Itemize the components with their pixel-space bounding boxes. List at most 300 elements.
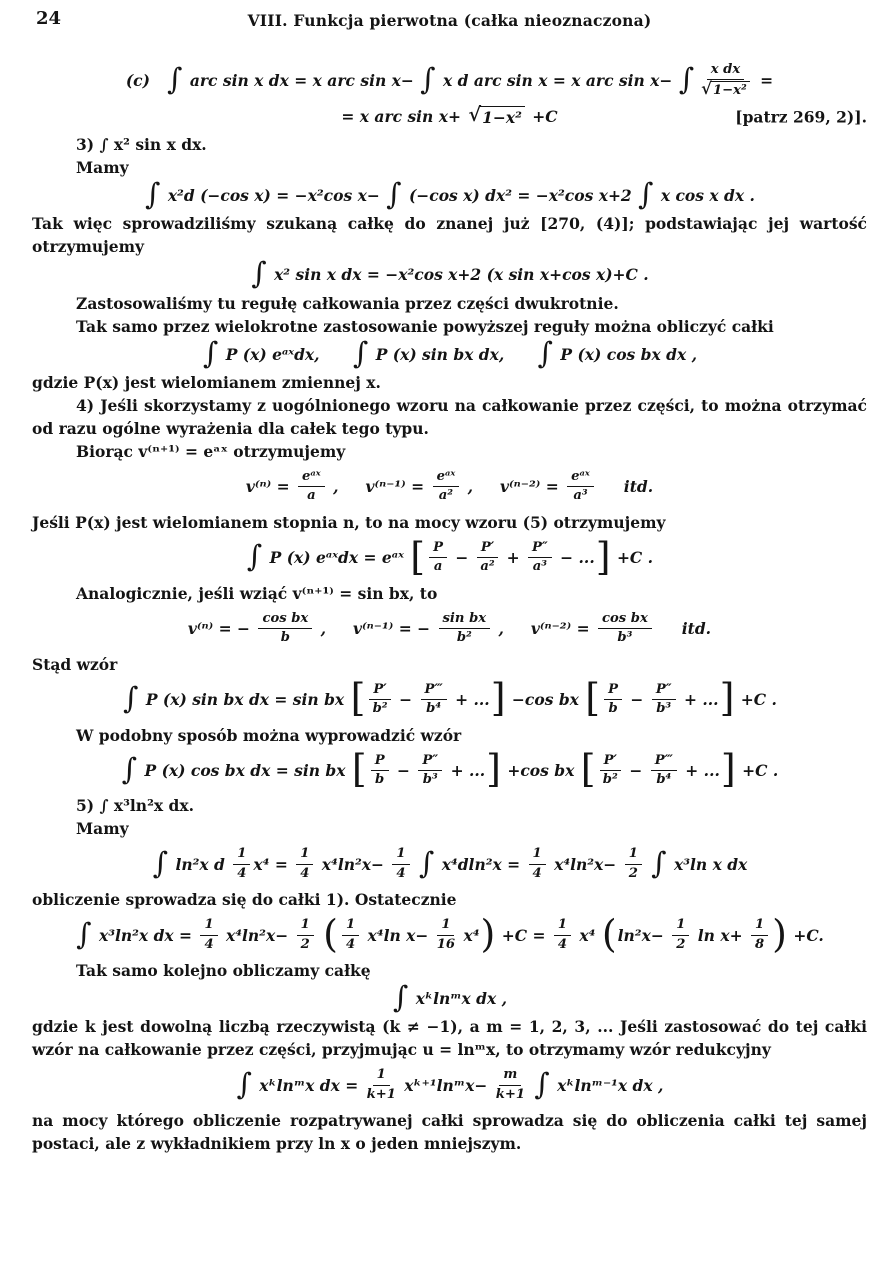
integral-sign: ∫ (167, 62, 183, 97)
fraction (528, 540, 552, 576)
math-text: b (375, 771, 385, 787)
radicand (711, 81, 750, 99)
math-text: 2 (676, 936, 686, 952)
math-text: eᵃˣ (571, 468, 590, 484)
denominator (434, 558, 443, 575)
math-text: a³ (573, 488, 588, 504)
integral-sign: ∫ (76, 916, 92, 951)
math-text: − (625, 689, 649, 709)
math-text: b (280, 630, 290, 646)
math-text: P″ (531, 539, 548, 555)
fraction (598, 611, 652, 647)
numerator (499, 1067, 521, 1085)
math-text: +C (526, 106, 558, 126)
para-jesli-px: Jeśli P(x) jest wielomianem stopnia n, to na mocy wzoru (5) otrzymujemy (32, 512, 666, 532)
math-text: 1 (557, 917, 567, 933)
fraction (296, 846, 313, 882)
denominator (373, 700, 388, 717)
eq-reduction (32, 1067, 867, 1103)
math-text: 1 (300, 917, 310, 933)
math-text: a³ (532, 559, 547, 575)
eq-arcsin (32, 62, 867, 100)
math-text: 1 (441, 917, 451, 933)
eq-px-sin (32, 676, 867, 721)
math-text: +C . (611, 548, 654, 568)
para-biorac: Biorąc v⁽ⁿ⁺¹⁾ = eᵃˣ otrzymujemy (76, 441, 346, 461)
math-text: 4 (557, 936, 567, 952)
denominator (496, 1086, 525, 1103)
math-text: x⁴dln²x = (436, 854, 526, 874)
para-gdzie-k: gdzie k jest dowolną liczbą rzeczywistą (k ≠ −1), a m = 1, 2, 3, ... Jeśli zastosować do tej całki wzór na całkowanie przez części, przyjmując u = lnᵐx, to otrzymamy wzór redukcyjny (32, 1017, 867, 1060)
denominator (533, 558, 547, 575)
bracket: ( (323, 912, 338, 957)
bracket: [ (585, 676, 601, 721)
math-text: cos bx (262, 610, 309, 626)
bracket: [ (351, 747, 367, 792)
para-obliczenie: obliczenie sprowadza się do całki 1). Ostatecznie (32, 890, 457, 910)
fraction (200, 917, 217, 953)
math-text: − (450, 548, 474, 568)
page-header (32, 8, 867, 38)
integral-sign: ∫ (386, 177, 402, 212)
math-text: 16 (436, 936, 456, 952)
math-text (528, 1076, 533, 1095)
para-tak-samo-przez: Tak samo przez wielokrotne zastosowanie powyższej reguły można obliczyć całki (76, 316, 774, 336)
math-text: P (x) sin bx dx = sin bx (140, 689, 350, 709)
math-text: m (503, 1067, 518, 1083)
math-text: b⁴ (656, 771, 672, 787)
math-text: 2 (300, 936, 310, 952)
math-text: 1 (237, 846, 247, 862)
math-text: k+1 (495, 1086, 525, 1102)
integral-sign: ∫ (246, 539, 263, 574)
math-text: cos bx (601, 610, 648, 626)
math-text: ln²x d (170, 854, 231, 874)
math-text: 8 (754, 936, 765, 952)
para-na-mocy: na mocy którego obliczenie rozpatrywanej całki sprowadza się do obliczenia całki tej samej postaci, ale z wykładnikiem przy ln x o jeden mniejszym. (32, 1111, 867, 1154)
math-text: − (393, 689, 418, 709)
bracket: ( (601, 912, 617, 957)
math-text: P′ (373, 681, 387, 697)
math-text: P (x) cos bx dx = sin bx (139, 760, 351, 780)
fraction (367, 1067, 396, 1103)
math-text: 1 (532, 846, 542, 862)
math-text: 1 (628, 846, 638, 862)
denominator (656, 700, 671, 717)
numerator (625, 846, 642, 864)
eq-three-integrals (32, 335, 867, 370)
page-body (32, 62, 867, 1155)
eq-x2-dcos (32, 177, 867, 212)
math-text (645, 855, 650, 874)
fraction (600, 753, 621, 789)
bracket: ] (595, 534, 611, 579)
math-text: a (433, 559, 443, 575)
fraction (369, 682, 390, 718)
radicand (480, 106, 525, 127)
denominator (617, 629, 632, 646)
para-w-podobny: W podobny sposób można wyprowadzić wzór (76, 725, 462, 745)
math-text: 2 (628, 865, 638, 881)
integral-sign: ∫ (202, 335, 219, 370)
fraction (298, 469, 325, 505)
math-text: x⁴ln²x− (220, 925, 294, 945)
denominator (281, 629, 290, 646)
math-text: P‴ (654, 752, 673, 768)
numerator (421, 682, 447, 700)
denominator (699, 80, 752, 99)
para-gdzie-px: gdzie P(x) jest wielomianem zmiennej x. (32, 372, 381, 392)
math-text: P (x) cos bx dx , (555, 344, 698, 364)
mamy-2: Mamy (76, 819, 129, 839)
numerator (529, 846, 546, 864)
integral-sign: ∫ (392, 980, 409, 1015)
math-text: b² (456, 630, 472, 646)
math-text: − (391, 760, 416, 780)
fraction (429, 540, 447, 576)
math-text: x⁴ln x− (362, 925, 434, 945)
eq-v-derivatives-trig (32, 611, 867, 647)
math-text: 4 (204, 936, 214, 952)
math-text: (−cos x) dx² = −x²cos x+2 (403, 186, 638, 206)
numerator (200, 917, 217, 935)
numerator (604, 682, 622, 700)
denominator (396, 865, 405, 882)
math-text: = x arc sin x+ (341, 106, 467, 126)
math-text: , v⁽ⁿ⁻¹⁾ = (327, 477, 430, 497)
eq-v-derivatives-exp (32, 469, 867, 505)
math-text: 1 (376, 1067, 386, 1083)
math-text: + ... (445, 760, 486, 780)
bracket: ] (486, 747, 501, 792)
numerator (433, 469, 460, 487)
numerator (652, 682, 676, 700)
fraction (529, 846, 546, 882)
numerator (707, 62, 744, 80)
margin-note: [patrz 269, 2)]. (735, 106, 867, 126)
fraction (418, 753, 442, 789)
numerator (439, 611, 491, 629)
fraction (604, 682, 622, 718)
math-text: 1 (300, 846, 310, 862)
denominator (367, 1086, 396, 1103)
math-text: a² (438, 488, 454, 504)
fraction (699, 62, 752, 100)
math-text: ln²x− (617, 925, 670, 945)
denominator (608, 700, 617, 717)
math-text: v⁽ⁿ⁾ = − (187, 618, 256, 638)
integral-sign: ∫ (121, 751, 138, 786)
denominator (573, 487, 587, 504)
eq-ln2-parts (32, 846, 867, 882)
square-root (701, 81, 750, 99)
numerator (554, 917, 571, 935)
math-text: P′ (480, 539, 495, 555)
math-text: − ... (554, 548, 595, 568)
bracket: ) (480, 912, 496, 957)
fraction (651, 753, 677, 789)
integral-sign: ∫ (145, 177, 161, 212)
fraction (751, 917, 768, 953)
math-text: b⁴ (426, 701, 442, 717)
math-text: , v⁽ⁿ⁻²⁾ = (462, 477, 565, 497)
math-text: a (307, 488, 316, 504)
mamy-1: Mamy (76, 158, 129, 178)
eq-x2-sin-result (32, 256, 867, 291)
math-text: P″ (422, 752, 439, 768)
numerator (342, 917, 359, 935)
math-text: a² (480, 559, 495, 575)
math-text: 4 (345, 936, 356, 952)
math-text: k+1 (366, 1086, 396, 1102)
integral-sign: ∫ (236, 1066, 252, 1101)
integral-sign: ∫ (251, 256, 267, 291)
numerator (600, 753, 621, 771)
para-stad-wzor: Stąd wzór (32, 654, 118, 674)
fraction (652, 682, 676, 718)
denominator (300, 865, 309, 882)
numerator (369, 682, 390, 700)
math-text: − (623, 760, 648, 780)
math-text: arc sin x dx = x arc sin x− (184, 71, 420, 91)
numerator (477, 540, 498, 558)
fraction (421, 682, 447, 718)
denominator (558, 936, 567, 953)
math-text: P (433, 539, 444, 555)
math-text: + ... (678, 689, 719, 709)
math-text: sin bx (442, 610, 487, 626)
numerator (672, 917, 689, 935)
math-text: x dx (710, 62, 741, 77)
integral-sign: ∫ (352, 335, 369, 370)
denominator (375, 771, 384, 788)
para-tak-wiec: Tak więc sprowadziliśmy szukaną całkę do znanej już [270, (4)]; podstawiając jej wartość otrzymujemy (32, 214, 867, 257)
para-analogicznie: Analogicznie, jeśli wziąć v⁽ⁿ⁺¹⁾ = sin bx, to (76, 583, 438, 603)
eq-px-eax (32, 534, 867, 579)
math-text: itd. (596, 477, 654, 497)
fraction (342, 917, 359, 953)
math-text: b³ (422, 771, 438, 787)
item-4-para: 4) Jeśli skorzystamy z uogólnionego wzoru na całkowanie przez części, to można otrzymać od razu ogólne wyrażenia dla całek tego typu. (32, 395, 867, 438)
numerator (751, 917, 768, 935)
denominator (656, 771, 671, 788)
math-text: x³ln x dx (668, 854, 748, 874)
denominator (629, 865, 638, 882)
numerator (258, 611, 312, 629)
bracket: [ (580, 747, 596, 792)
denominator (426, 700, 441, 717)
fraction (392, 846, 409, 882)
integral-sign: ∫ (651, 845, 667, 880)
math-text: x⁴ = (253, 854, 294, 874)
bracket: [ (410, 534, 426, 579)
math-text: 1 (754, 917, 765, 933)
math-text: eᵃˣ (436, 468, 456, 484)
eq-px-cos (32, 747, 867, 792)
math-text: 4 (396, 865, 406, 881)
numerator (392, 846, 409, 864)
fraction (439, 611, 491, 647)
math-text: 1−x² (482, 107, 522, 127)
math-text: xᵏ⁺¹lnᵐx− (398, 1075, 493, 1095)
math-text: itd. (654, 618, 712, 638)
denominator (437, 936, 455, 953)
math-text: P (x) sin bx dx, (370, 344, 537, 364)
numerator (233, 846, 250, 864)
math-text: + ... (449, 689, 490, 709)
denominator (204, 936, 213, 953)
math-text: x⁴ln²x− (548, 854, 622, 874)
math-text: 1 (345, 917, 356, 933)
math-text (413, 855, 418, 874)
math-text: −cos bx (506, 689, 585, 709)
denominator (423, 771, 438, 788)
numerator (567, 469, 594, 487)
denominator (603, 771, 618, 788)
item-5-heading: 5) ∫ x³ln²x dx. (76, 796, 194, 816)
math-text: 4 (532, 865, 542, 881)
math-text: xᵏlnᵐx dx = (253, 1075, 364, 1095)
denominator (237, 865, 246, 882)
math-text: 1 (676, 917, 686, 933)
denominator (346, 936, 355, 953)
math-text: x⁴ (573, 925, 601, 945)
math-text: b² (372, 701, 388, 717)
fraction (477, 540, 498, 576)
square-root (468, 102, 525, 127)
numerator (598, 611, 652, 629)
fraction (554, 917, 571, 953)
numerator (651, 753, 677, 771)
para-tak-samo-kolejno: Tak samo kolejno obliczamy całkę (76, 961, 371, 981)
math-text: +C . (735, 689, 777, 709)
fraction (437, 917, 455, 953)
math-text: eᵃˣ (302, 468, 321, 484)
math-text: x⁴ (458, 925, 480, 945)
numerator (528, 540, 552, 558)
denominator (301, 936, 310, 953)
math-text: (c) (125, 71, 167, 91)
math-text: 4 (237, 865, 247, 881)
chapter-title: VIII. Funkcja pierwotna (całka nieoznaczona) (247, 11, 652, 30)
math-text: xᵏlnᵐx dx , (410, 989, 508, 1009)
math-text: P′ (603, 752, 617, 768)
fraction (258, 611, 312, 647)
radical-sign: √ (468, 102, 482, 126)
math-text: +C = (496, 925, 551, 945)
math-text: 4 (300, 865, 310, 881)
math-text: b² (602, 771, 618, 787)
math-text: P (x) eᵃˣdx = eᵃˣ (264, 548, 410, 568)
bracket: [ (350, 676, 366, 721)
integral-sign: ∫ (418, 845, 435, 880)
page-number: 24 (36, 8, 62, 29)
denominator (480, 558, 494, 575)
denominator (457, 629, 472, 646)
numerator (297, 917, 314, 935)
math-text: P‴ (424, 681, 443, 697)
math-text: + (501, 548, 525, 568)
fraction (496, 1067, 525, 1103)
numerator (296, 846, 313, 864)
math-text: ln x+ (692, 925, 748, 945)
fraction (433, 469, 460, 505)
math-text: + ... (679, 760, 720, 780)
radical-sign: √ (701, 79, 712, 99)
integral-sign: ∫ (537, 335, 554, 370)
math-text: 1 (204, 917, 214, 933)
math-text: v⁽ⁿ⁾ = (245, 477, 296, 497)
integral-sign: ∫ (678, 62, 695, 97)
fraction (371, 753, 389, 789)
eq-arcsin-line2 (32, 102, 867, 127)
integral-sign: ∫ (123, 680, 139, 715)
math-text: , v⁽ⁿ⁻¹⁾ = − (315, 618, 436, 638)
bracket: ] (720, 747, 736, 792)
math-text: 1−x² (712, 83, 747, 99)
denominator (755, 936, 764, 953)
math-text: +cos bx (501, 760, 580, 780)
integral-sign: ∫ (638, 177, 654, 212)
math-text: , v⁽ⁿ⁻²⁾ = (493, 618, 595, 638)
fraction (625, 846, 642, 882)
math-text: b³ (656, 701, 672, 717)
denominator (676, 936, 685, 953)
numerator (298, 469, 325, 487)
numerator (418, 753, 442, 771)
item-3-heading: 3) ∫ x² sin x dx. (76, 135, 207, 155)
bracket: ] (490, 676, 506, 721)
bracket: ) (772, 912, 787, 957)
math-text: P (x) eᵃˣdx, (220, 344, 352, 364)
integral-sign: ∫ (420, 62, 436, 97)
integral-sign: ∫ (534, 1066, 550, 1101)
fraction (567, 469, 594, 505)
denominator (439, 487, 453, 504)
math-text: x² sin x dx = −x²cos x+2 (x sin x+cos x)+C . (268, 265, 649, 285)
math-text: b (608, 701, 618, 717)
math-text: b³ (617, 630, 633, 646)
math-text: P″ (655, 681, 672, 697)
eq-xk-lnm (32, 980, 867, 1015)
numerator (371, 753, 389, 771)
math-text: = (754, 71, 774, 91)
numerator (373, 1067, 390, 1085)
fraction (672, 917, 689, 953)
math-text: +C . (736, 760, 779, 780)
math-text: x d arc sin x = x arc sin x− (437, 71, 678, 91)
math-text: P (608, 681, 619, 697)
math-text (317, 926, 322, 945)
denominator (307, 487, 316, 504)
math-text: xᵏlnᵐ⁻¹x dx , (551, 1075, 664, 1095)
fraction (233, 846, 250, 882)
math-text: x³ln²x dx = (93, 925, 198, 945)
math-text: 1 (396, 846, 406, 862)
denominator (533, 865, 542, 882)
integral-sign: ∫ (152, 845, 169, 880)
fraction (297, 917, 314, 953)
math-text: +C. (787, 925, 824, 945)
eq-x3ln2-result (32, 912, 867, 957)
math-text: P (374, 752, 385, 768)
math-text: x²d (−cos x) = −x²cos x− (162, 186, 386, 206)
para-zastosowalismy: Zastosowaliśmy tu regułę całkowania przez części dwukrotnie. (76, 293, 619, 313)
numerator (437, 917, 454, 935)
math-text: x⁴ln²x− (316, 854, 390, 874)
bracket: ] (719, 676, 735, 721)
math-text: x cos x dx . (655, 186, 755, 206)
